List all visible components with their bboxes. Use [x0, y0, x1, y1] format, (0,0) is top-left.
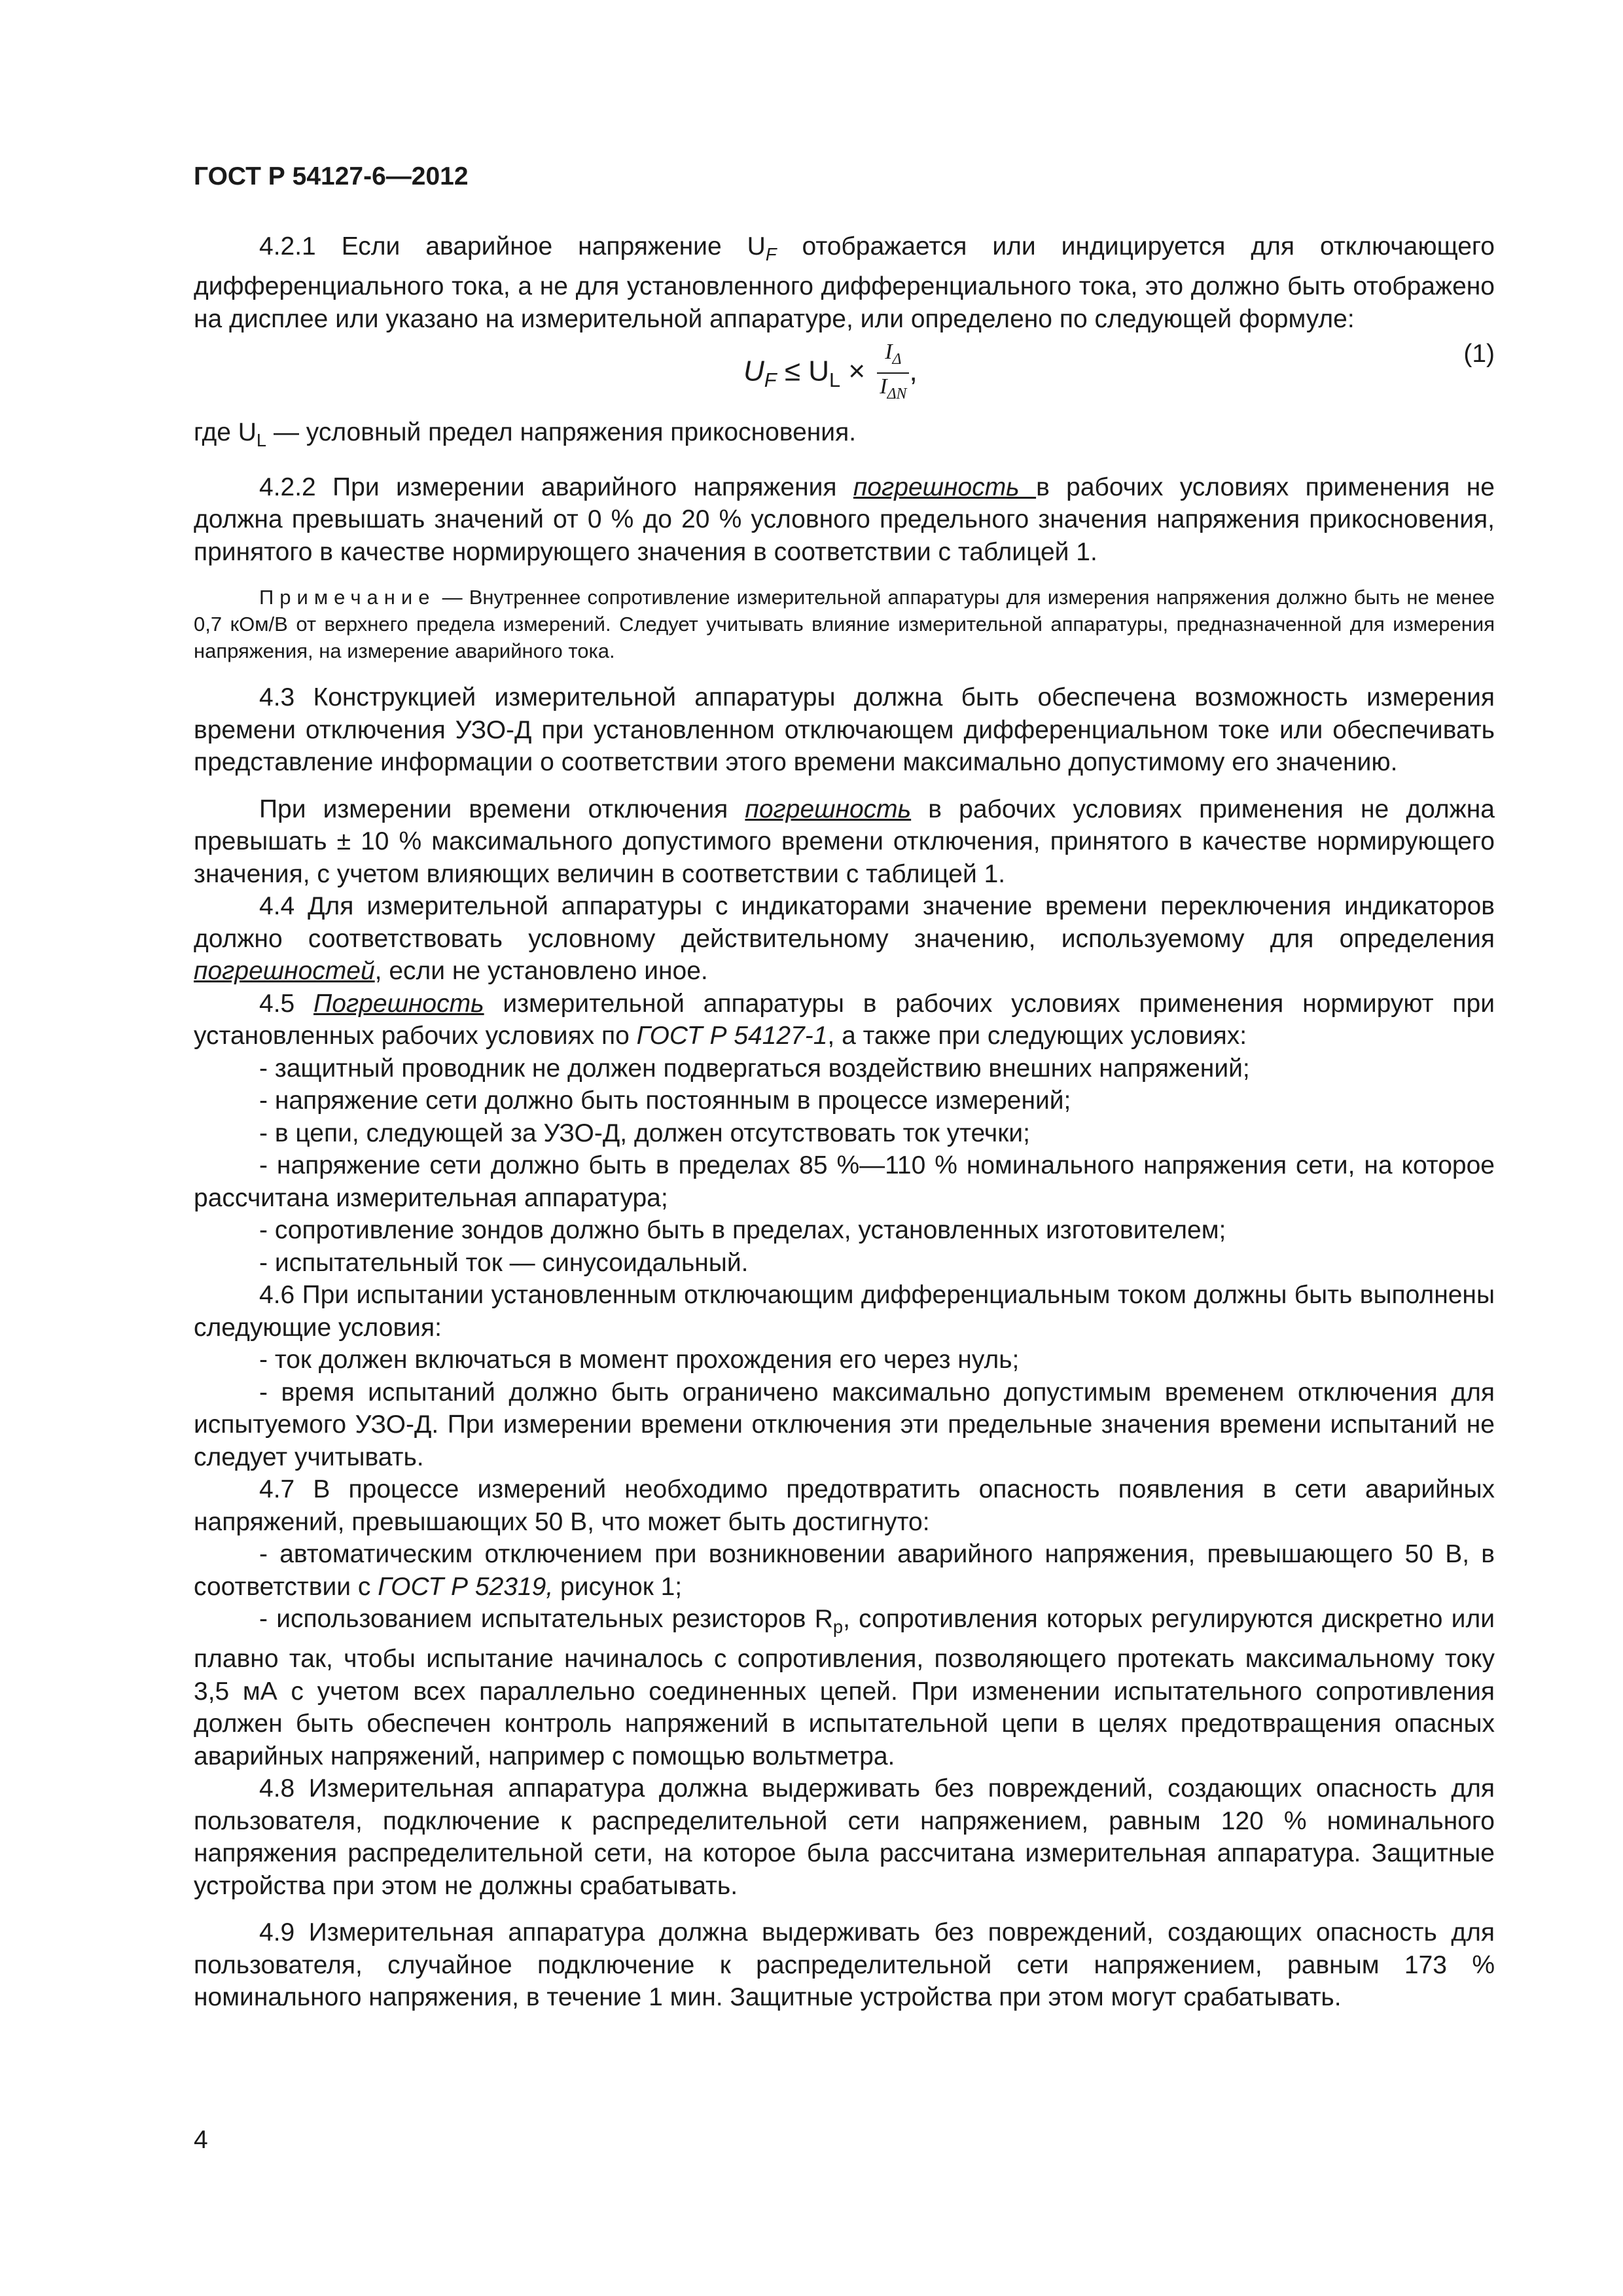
paragraph-4-2-1: [194, 230, 1495, 335]
formula-fraction: [877, 339, 909, 407]
text: в рабочих условиях применения не должна превышать значений от 0 % до 20 % условного предельного значения напряжения прикосновения, принятого в качестве нормирующего значения в соответствии с таблицей 1.: [194, 473, 1495, 566]
formula-lhs-sub: F: [764, 368, 777, 392]
list-item: - напряжение сети должно быть постоянным в процессе измерений;: [259, 1086, 1071, 1115]
text: - использованием испытательных резисторов R: [259, 1605, 833, 1634]
text: 4.2.2 При измерении аварийного напряжения: [259, 473, 853, 501]
list-item: [194, 1603, 1495, 1772]
text: 4.4 Для измерительной аппаратуры с индикаторами значение времени переключения индикаторов должно соответствовать условному действительному значению, используемому для определения: [194, 892, 1495, 953]
text: — условный предел напряжения прикосновения.: [266, 418, 857, 447]
paragraph-4-5: [194, 988, 1495, 1052]
paragraph-4-2-2: [194, 471, 1495, 569]
list-item: - напряжение сети должно быть в пределах 85 %—110 % номинального напряжения сети, на которое рассчитана измерительная аппаратура;: [194, 1151, 1495, 1212]
note: [194, 584, 1495, 664]
paragraph-4-3: 4.3 Конструкцией измерительной аппаратуры должна быть обеспечена возможность измерения времени отключения УЗО-Д при установленном отключающем дифференциальном токе или обеспечивать представление информации о соответствии этого времени максимально допустимому его значению.: [194, 683, 1495, 777]
page-number: 4: [194, 2126, 208, 2154]
formula-operator-sub: L: [829, 368, 841, 392]
paragraph-4-4: [194, 890, 1495, 988]
page-body: [194, 230, 1495, 2014]
standard-code-header: ГОСТ Р 54127-6—2012: [194, 162, 469, 190]
term-link[interactable]: погрешность: [745, 795, 912, 823]
paragraph-4-6: 4.6 При испытании установленным отключающим дифференциальным током должны быть выполнены следующие условия:: [194, 1281, 1495, 1342]
paragraph-4-8: 4.8 Измерительная аппаратура должна выдерживать без повреждений, создающих опасность для пользователя, подключение к распределительной сети напряжением, равным 120 % номинального напряжения распределительной сети, на которое была рассчитана измерительная аппаратура. Защитные устройства при этом не должны срабатывать.: [194, 1774, 1495, 1900]
text: , сопротивления которых регулируются дискретно или плавно так, чтобы испытание начиналось с сопротивления, позволяющего протекать максимальному току 3,5 мА с учетом всех параллельно соединенных цепей. При изменении испытательного сопротивления должен быть обеспечен контроль напряжений в испытательной цепи в целях предотвращения опасных аварийных напряжений, например с помощью вольтметра.: [194, 1605, 1495, 1770]
text: измерительной аппаратуры в рабочих условиях применения нормируют при установленных рабочих условиях по: [194, 989, 1495, 1050]
denominator-symbol: I: [880, 374, 887, 399]
formula-comma: ,: [909, 355, 918, 387]
text: рисунок 1;: [553, 1572, 683, 1601]
numerator-symbol: I: [885, 340, 893, 365]
standard-reference: ГОСТ Р 52319,: [378, 1572, 554, 1601]
where-clause: [194, 416, 1495, 456]
formula-1: [194, 338, 1495, 411]
text: При измерении времени отключения: [259, 795, 745, 823]
list-item: - в цепи, следующей за УЗО-Д, должен отсутствовать ток утечки;: [259, 1119, 1030, 1147]
formula-numerator: [877, 339, 909, 374]
formula-times: ×: [840, 355, 874, 387]
term-link[interactable]: погрешность: [853, 473, 1037, 501]
paragraph-4-3-b: [194, 793, 1495, 891]
term-link[interactable]: Погрешность: [313, 989, 484, 1018]
list-item: - сопротивление зондов должно быть в пределах, установленных изготовителем;: [259, 1216, 1226, 1245]
formula-lhs: U: [743, 355, 764, 387]
subscript: L: [256, 430, 267, 451]
note-label: Примечание: [259, 586, 436, 609]
list-item: - защитный проводник не должен подвергаться воздействию внешних напряжений;: [259, 1054, 1250, 1083]
formula-number: (1): [1463, 340, 1495, 368]
list-item: - ток должен включаться в момент прохождения его через нуль;: [259, 1346, 1020, 1374]
list-item: - испытательный ток — синусоидальный.: [259, 1248, 749, 1277]
paragraph-4-9: 4.9 Измерительная аппаратура должна выдерживать без повреждений, создающих опасность для пользователя, случайное подключение к распределительной сети напряжением, равным 173 % номинального напряжения, в течение 1 мин. Защитные устройства при этом могут срабатывать.: [194, 1918, 1495, 2012]
formula-operator: ≤ U: [776, 355, 829, 387]
text: в рабочих условиях применения не должна превышать ± 10 % максимального допустимого времени отключения, принятого в качестве нормирующего значения, с учетом влияющих величин в соответствии с таблицей 1.: [194, 795, 1495, 888]
subscript: F: [765, 243, 777, 264]
text: , а также при следующих условиях:: [827, 1022, 1247, 1050]
text: где U: [194, 418, 257, 447]
term-link[interactable]: погрешностей: [194, 957, 375, 986]
paragraph-4-7: 4.7 В процессе измерений необходимо предотвратить опасность появления в сети аварийных напряжений, превышающих 50 В, что может быть достигнуто:: [194, 1475, 1495, 1536]
text: отображается или индицируется для отключающего дифференциального тока, а не для установленного дифференциального тока, это должно быть отображено на дисплее или указано на измерительной аппаратуре, или определено по следующей формуле:: [194, 232, 1495, 333]
text: - автоматическим отключением при возникновении аварийного напряжения, превышающего 50 В, в соответствии с: [194, 1540, 1495, 1601]
formula-expression: [743, 339, 918, 407]
list-item: - время испытаний должно быть ограничено максимально допустимым временем отключения для испытуемого УЗО-Д. При измерении времени отключения эти предельные значения времени испытаний не следует учитывать.: [194, 1378, 1495, 1471]
text: , если не установлено иное.: [374, 957, 708, 986]
standard-reference: ГОСТ Р 54127-1: [636, 1022, 828, 1050]
subscript: p: [832, 1616, 844, 1637]
denominator-sub: ΔN: [887, 385, 907, 403]
numerator-sub: Δ: [892, 351, 902, 368]
note-text: — Внутреннее сопротивление измерительной аппаратуры для измерения напряжения должно быть не менее 0,7 кОм/В от верхнего предела измерений. Следует учитывать влияние измерительной аппаратуры, предназначенной для измерения напряжения, на измерение аварийного тока.: [194, 586, 1495, 663]
formula-denominator: [877, 374, 909, 407]
list-item: [194, 1538, 1495, 1603]
text: 4.2.1 Если аварийное напряжение U: [259, 232, 766, 260]
text: 4.5: [259, 989, 314, 1018]
